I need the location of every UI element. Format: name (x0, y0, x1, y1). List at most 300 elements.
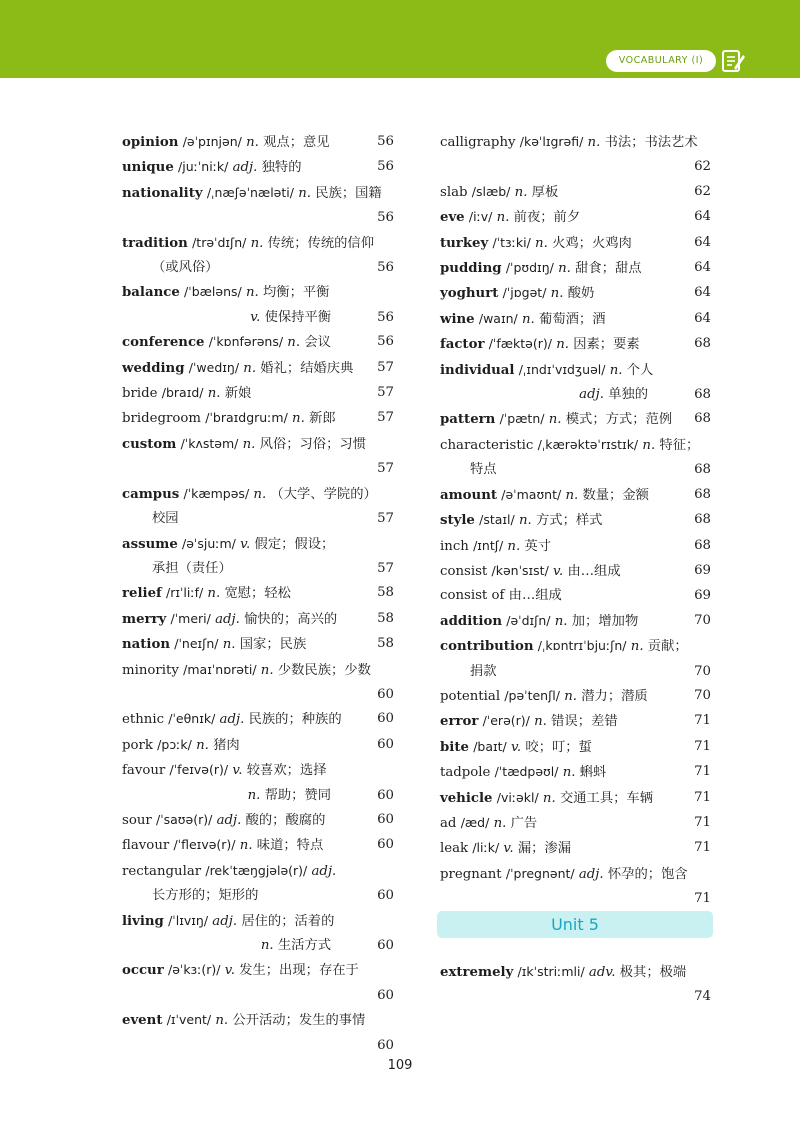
page-ref: 68 (694, 537, 711, 553)
headword: bride (122, 386, 158, 402)
page-ref: 62 (694, 159, 711, 175)
definition: 婚礼；结婚庆典 (260, 360, 354, 376)
vocab-entry (122, 958, 394, 1008)
definition: 使保持平衡 (264, 309, 332, 325)
vocab-entry (440, 584, 711, 608)
phonetic: /slæb/ (471, 183, 511, 199)
headword: event (122, 1013, 163, 1029)
vocab-entry (440, 836, 711, 861)
part-of-speech: adj. (311, 863, 337, 879)
phonetic: /əˈsjuːm/ (182, 535, 236, 551)
definition: 模式；方式；范例 (565, 412, 673, 428)
headword: eve (440, 210, 465, 226)
definition: 葡萄酒；酒 (539, 311, 606, 327)
vocab-entry (440, 960, 711, 1010)
definition: 个人 (626, 362, 654, 378)
definition: 因素；要素 (573, 337, 640, 353)
part-of-speech: v. (553, 563, 564, 579)
part-of-speech: n. (521, 311, 535, 327)
page-ref: 58 (377, 610, 394, 626)
vocab-entry (440, 559, 711, 584)
vocab-entry (440, 534, 711, 559)
vocab-entry (122, 658, 394, 708)
definition: 特征； (659, 437, 700, 453)
entry-line (440, 584, 711, 608)
headword: bridegroom (122, 411, 201, 427)
part-of-speech: n. (550, 286, 564, 302)
vocab-entry (122, 280, 394, 330)
phonetic: /ˌnæʃəˈnæləti/ (206, 184, 294, 200)
phonetic: /ˈpætn/ (499, 411, 545, 427)
vocab-entry (122, 909, 394, 959)
page-ref: 57 (377, 359, 394, 375)
page-ref: 56 (377, 309, 394, 325)
part-of-speech: n. (587, 135, 601, 150)
page-ref: 60 (377, 938, 394, 953)
page-ref: 64 (694, 260, 711, 276)
definition: 特点 (470, 462, 497, 478)
part-of-speech: n. (556, 337, 569, 353)
page-ref: 71 (694, 764, 711, 780)
page-ref: 70 (694, 612, 711, 628)
phonetic: /liːk/ (472, 840, 500, 856)
page-ref: 60 (377, 736, 394, 752)
part-of-speech: v. (511, 739, 522, 755)
vocab-entry (122, 231, 394, 281)
part-of-speech: n. (496, 210, 510, 226)
phonetic: /rɪˈliːf/ (165, 585, 204, 601)
entry-line (122, 330, 394, 355)
entry-line (440, 735, 711, 760)
phonetic: /iːv/ (468, 209, 493, 225)
definition: 少数民族；少数 (277, 662, 371, 678)
headword: wedding (122, 360, 185, 376)
definition: （或风俗） (152, 260, 219, 276)
part-of-speech: n. (246, 135, 259, 150)
page-ref: 68 (694, 512, 711, 528)
headword: consist of (440, 588, 505, 604)
definition: 公开活动；发生的事情 (232, 1013, 366, 1029)
page-ref: 56 (377, 210, 394, 226)
entry-line (440, 332, 711, 357)
entry-continuation (122, 934, 394, 958)
part-of-speech: n. (565, 487, 579, 503)
entry-line (440, 433, 711, 458)
vocab-entry (440, 811, 711, 836)
phonetic: /ˌkærəktəˈrɪstɪk/ (537, 436, 639, 452)
part-of-speech: n. (207, 386, 221, 402)
unit-heading: Unit 5 (437, 911, 713, 938)
entry-continuation (440, 458, 711, 482)
headword: favour (122, 763, 166, 779)
definition: 酸奶 (567, 286, 595, 302)
definition: 甜食；甜点 (575, 261, 642, 277)
entry-line (122, 833, 394, 858)
vocab-entry (440, 407, 711, 432)
page-ref: 57 (377, 461, 394, 477)
phonetic: /ˈjɒgət/ (502, 285, 547, 301)
headword: campus (122, 486, 180, 502)
entry-line (440, 483, 711, 508)
entry-continuation (122, 507, 394, 531)
phonetic: /ˈkʌstəm/ (180, 435, 239, 451)
vocab-entry (440, 609, 711, 634)
part-of-speech: n. (535, 235, 548, 251)
part-of-speech: adj. (578, 866, 604, 882)
headword: custom (122, 436, 177, 452)
vocab-entry (440, 433, 711, 483)
definition: 猪肉 (213, 737, 240, 753)
phonetic: /pəˈtenʃl/ (504, 687, 560, 703)
headword: conference (122, 335, 205, 351)
entry-line (122, 632, 394, 657)
definition: 新郎 (309, 411, 336, 427)
part-of-speech: n. (609, 362, 623, 378)
phonetic: /ˈpregnənt/ (505, 865, 575, 881)
part-of-speech: adv. (588, 965, 616, 980)
phonetic: /əˈpɪnjən/ (182, 134, 242, 149)
definition: 传统；传统的信仰 (267, 235, 375, 251)
definition: 民族的；种族的 (248, 712, 342, 728)
entry-line (440, 684, 711, 709)
definition: 承担（责任） (152, 560, 232, 576)
headword: wine (440, 311, 475, 327)
entry-line (122, 733, 394, 758)
phonetic: /juːˈniːk/ (178, 159, 229, 175)
entry-line (122, 432, 394, 457)
headword: pregnant (440, 866, 502, 882)
vocab-entry (122, 758, 394, 808)
page-ref: 68 (694, 411, 711, 427)
headword: relief (122, 586, 162, 602)
vocab-entry (440, 760, 711, 785)
definition: 前夜；前夕 (513, 210, 581, 226)
phonetic: /rekˈtæŋgjələ(r)/ (205, 862, 308, 878)
definition: 生活方式 (277, 938, 332, 953)
vocab-entry (440, 786, 711, 811)
headword: pork (122, 737, 153, 753)
part-of-speech: adj. (232, 160, 258, 176)
entry-line (122, 381, 394, 406)
definition: 居住的；活着的 (241, 913, 335, 929)
headword: factor (440, 337, 485, 353)
definition: 厚板 (531, 184, 559, 200)
phonetic: /maɪˈnɒrəti/ (183, 661, 257, 677)
vocab-entry (122, 1008, 394, 1058)
phonetic: /əˈdɪʃn/ (506, 612, 551, 628)
entry-line (122, 181, 394, 206)
entry-continuation (122, 557, 394, 581)
part-of-speech: n. (642, 437, 656, 453)
headword: flavour (122, 838, 170, 854)
phonetic: /ˈlɪvɪŋ/ (168, 912, 209, 928)
left-vocab-column (122, 130, 394, 1058)
phonetic: /ˈfæktə(r)/ (488, 336, 552, 352)
entry-line (440, 960, 711, 985)
phonetic: /trəˈdɪʃn/ (192, 234, 247, 250)
phonetic: /ˈfeɪvə(r)/ (169, 762, 229, 778)
vocab-entry (440, 508, 711, 533)
entry-line (122, 658, 394, 683)
entry-line (440, 407, 711, 432)
headword: rectangular (122, 863, 202, 879)
definition: 贡献； (647, 639, 688, 655)
headword: addition (440, 613, 502, 629)
entry-line (440, 836, 711, 861)
part-of-speech: n. (243, 360, 257, 376)
entry-line (440, 231, 711, 256)
page-ref: 60 (377, 711, 394, 727)
vocab-entry (122, 632, 394, 657)
vocab-entry (122, 833, 394, 858)
part-of-speech: n. (514, 184, 528, 200)
definition: 国家；民族 (239, 637, 307, 653)
definition: 校园 (152, 511, 179, 527)
part-of-speech: n. (298, 185, 311, 201)
entry-line (440, 180, 711, 205)
definition: 方式；样式 (536, 513, 603, 529)
headword: opinion (122, 135, 179, 150)
part-of-speech: n. (542, 790, 556, 806)
definition: 广告 (510, 815, 538, 831)
entry-line (122, 758, 394, 783)
entry-line (122, 808, 394, 833)
entry-line (122, 859, 394, 884)
phonetic: /ˈerə(r)/ (482, 713, 530, 729)
vocab-entry (122, 532, 394, 582)
part-of-speech: n. (242, 436, 256, 452)
phonetic: /ˈpʊdɪŋ/ (505, 260, 554, 276)
phonetic: /pɔːk/ (157, 736, 192, 752)
section-label: VOCABULARY (I) (606, 50, 716, 72)
page-ref: 71 (694, 738, 711, 754)
page-ref: 68 (694, 336, 711, 352)
page-ref: 56 (377, 134, 394, 149)
part-of-speech: n. (630, 639, 644, 655)
page-ref: 69 (694, 562, 711, 578)
headword: balance (122, 285, 180, 301)
unit5-vocab-column (440, 960, 711, 1010)
headword: style (440, 513, 475, 529)
headword: ethnic (122, 712, 165, 728)
page-ref: 64 (694, 209, 711, 225)
vocab-entry (440, 483, 711, 508)
headword: turkey (440, 235, 489, 251)
headword: leak (440, 841, 469, 857)
page-ref: 57 (377, 560, 394, 576)
definition: 较喜欢；选择 (246, 763, 327, 779)
headword: consist (440, 563, 488, 579)
phonetic: /ˌɪndɪˈvɪdʒuəl/ (518, 361, 606, 377)
entry-line (440, 205, 711, 230)
entry-line (440, 862, 711, 887)
page-ref: 71 (694, 713, 711, 729)
page-ref: 71 (694, 814, 711, 830)
part-of-speech: n. (507, 538, 521, 554)
headword: vehicle (440, 790, 493, 806)
part-of-speech: n. (562, 765, 576, 781)
definition: 风俗；习俗；习惯 (259, 436, 366, 452)
definition: 数量；金额 (582, 487, 649, 503)
headword: pudding (440, 261, 502, 277)
definition: 由…组成 (567, 563, 621, 579)
phonetic: /baɪt/ (473, 738, 507, 754)
entry-line (122, 581, 394, 606)
entry-line (440, 358, 711, 383)
page-ref: 60 (377, 811, 394, 827)
phonetic: /ˈmeri/ (170, 610, 211, 626)
page-ref: 58 (377, 585, 394, 601)
part-of-speech: n. (196, 737, 209, 753)
part-of-speech: v. (250, 309, 261, 325)
vocab-entry (122, 381, 394, 406)
definition: 假定；假设； (254, 536, 335, 552)
definition: （大学、学院的） (270, 486, 377, 502)
definition: 独特的 (261, 160, 302, 176)
part-of-speech: n. (250, 235, 264, 251)
page-ref: 62 (694, 183, 711, 199)
vocab-entry (122, 607, 394, 632)
phonetic: /ˈwedɪŋ/ (188, 359, 240, 375)
part-of-speech: v. (503, 841, 514, 857)
entry-line (122, 607, 394, 632)
vocab-entry (440, 180, 711, 205)
page-ref: 60 (377, 987, 394, 1003)
part-of-speech: n. (239, 838, 253, 854)
definition: 观点；意见 (263, 135, 330, 150)
definition: 捐款 (470, 663, 497, 679)
definition: 均衡；平衡 (262, 285, 330, 301)
phonetic: /əˈkɜː(r)/ (167, 962, 221, 978)
page-ref: 68 (694, 462, 711, 478)
headword: pattern (440, 412, 496, 428)
entry-line (122, 707, 394, 732)
vocab-entry (122, 581, 394, 606)
part-of-speech: adj. (215, 611, 240, 627)
headword: inch (440, 538, 469, 554)
page-ref: 56 (377, 260, 394, 276)
entry-line (440, 534, 711, 559)
page-ref: 60 (377, 888, 394, 904)
entry-line (440, 609, 711, 634)
page-ref: 60 (377, 787, 394, 803)
phonetic: /ˈneɪʃn/ (174, 636, 219, 652)
definition: 漏；渗漏 (517, 841, 571, 857)
page-ref: 58 (377, 636, 394, 652)
headword: merry (122, 611, 167, 627)
definition: 极其；极端 (619, 965, 687, 980)
phonetic: /ˈsaʊə(r)/ (155, 811, 213, 827)
definition: 味道；特点 (256, 838, 324, 854)
definition: 单独的 (608, 387, 649, 403)
part-of-speech: n. (548, 412, 562, 428)
entry-line (440, 786, 711, 811)
definition: 火鸡；火鸡肉 (552, 235, 632, 251)
right-vocab-column (440, 130, 711, 912)
part-of-speech: n. (247, 787, 261, 803)
page-ref: 74 (694, 989, 711, 1005)
definition: 发生；出现；存在于 (239, 963, 359, 979)
entry-line (122, 130, 394, 155)
entry-continuation (122, 784, 394, 808)
page-ref: 68 (694, 486, 711, 502)
vocab-entry (440, 130, 711, 180)
vocab-entry (122, 808, 394, 833)
headword: slab (440, 184, 468, 200)
part-of-speech: v. (224, 963, 235, 979)
phonetic: /ˈfleɪvə(r)/ (173, 837, 236, 853)
phonetic: /braɪd/ (161, 385, 204, 401)
page-ref: 64 (694, 310, 711, 326)
part-of-speech: n. (260, 662, 274, 678)
definition: 长方形的；矩形的 (152, 888, 259, 904)
part-of-speech: n. (222, 637, 236, 653)
definition: 书法；书法艺术 (604, 135, 698, 150)
vocab-entry (122, 482, 394, 532)
entry-line (440, 130, 711, 155)
page-ref: 60 (377, 686, 394, 702)
entry-line (440, 760, 711, 785)
page-ref: 68 (694, 387, 711, 403)
headword: calligraphy (440, 135, 516, 150)
entry-line (122, 231, 394, 256)
vocab-entry (122, 707, 394, 732)
entry-continuation (440, 660, 711, 684)
phonetic: /kəˈlɪgrəfi/ (519, 134, 584, 149)
vocab-entry (122, 356, 394, 381)
entry-line (440, 559, 711, 584)
phonetic: /ˈkɒnfərəns/ (208, 334, 284, 350)
headword: contribution (440, 639, 534, 655)
vocab-entry (440, 281, 711, 306)
definition: 帮助；赞同 (264, 787, 332, 803)
phonetic: /ˈbraɪdgruːm/ (205, 410, 288, 426)
part-of-speech: n. (207, 586, 221, 602)
phonetic: /ˈbæləns/ (184, 284, 242, 300)
vocab-entry (122, 406, 394, 431)
entry-continuation (440, 383, 711, 407)
vocab-entry (440, 205, 711, 230)
definition: 咬；叮；蜇 (525, 739, 592, 755)
definition: 怀孕的；饱含 (607, 866, 688, 882)
part-of-speech: adj. (219, 712, 245, 728)
vocab-entry (440, 634, 711, 684)
part-of-speech: n. (215, 1013, 229, 1029)
entry-line (122, 532, 394, 557)
definition: 愉快的；高兴的 (244, 611, 338, 627)
vocab-entry (440, 307, 711, 332)
page-ref: 70 (694, 663, 711, 679)
page-ref: 56 (377, 159, 394, 175)
page-ref: 64 (694, 285, 711, 301)
part-of-speech: adj. (212, 913, 238, 929)
phonetic: /ɪntʃ/ (473, 537, 504, 553)
headword: potential (440, 688, 501, 704)
page-number: 109 (387, 1058, 413, 1073)
entry-line (122, 280, 394, 305)
headword: characteristic (440, 437, 534, 453)
headword: bite (440, 739, 469, 755)
vocab-entry (440, 256, 711, 281)
page-ref: 70 (694, 687, 711, 703)
entry-line (122, 482, 394, 507)
headword: tadpole (440, 765, 491, 781)
headword: minority (122, 662, 179, 678)
part-of-speech: n. (518, 513, 532, 529)
part-of-speech: n. (292, 411, 305, 427)
entry-continuation (122, 884, 394, 908)
vocab-entry (122, 432, 394, 482)
